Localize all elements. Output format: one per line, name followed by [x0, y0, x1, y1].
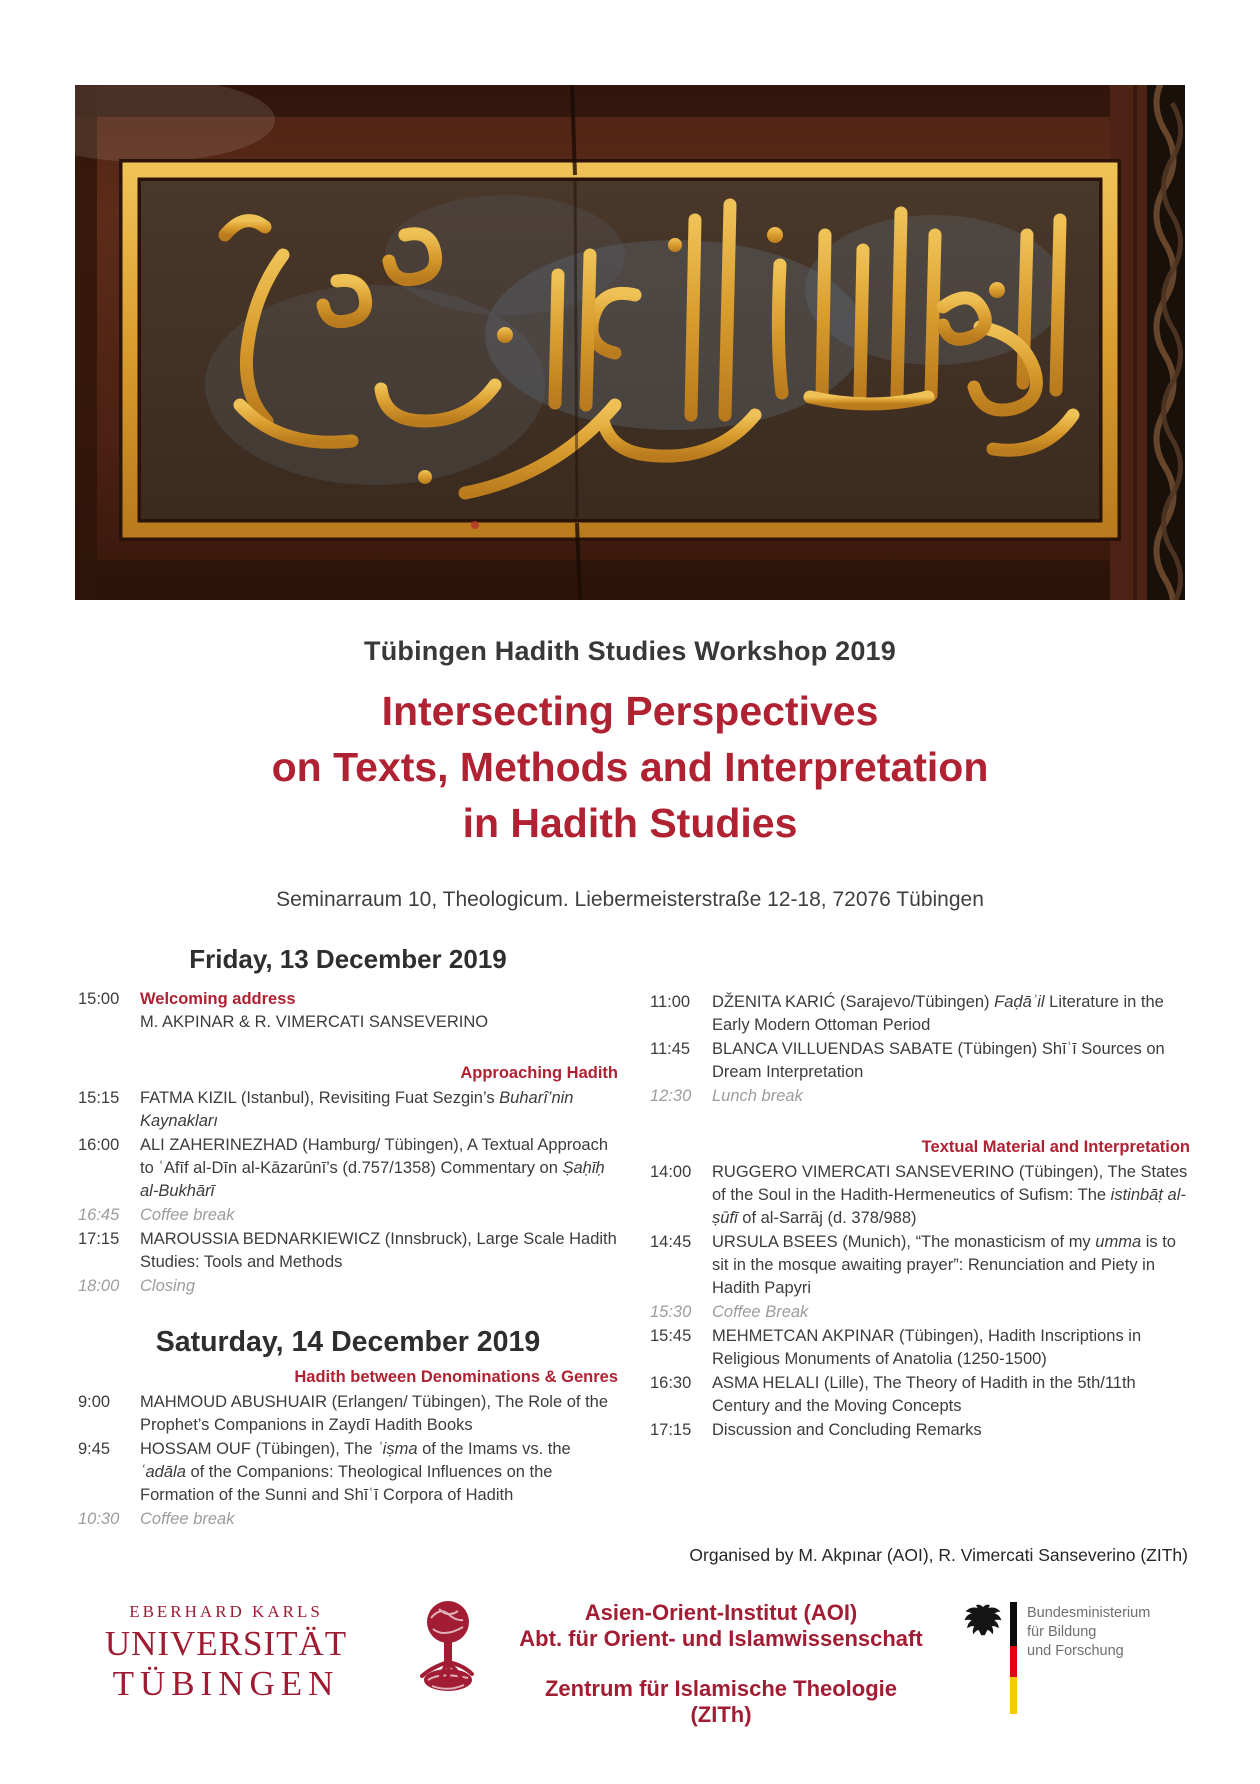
- entry-text: RUGGERO VIMERCATI SANSEVERINO (Tübingen), The States of the Soul in the Hadith-Hermeneutics of Sufism: The istinbāṭ al-ṣūfī of al-Sarrāj (d. 378/988): [712, 1163, 1188, 1227]
- university-line-3: TÜBINGEN: [112, 1664, 340, 1703]
- break-entry: [78, 1275, 618, 1298]
- footer: [80, 1598, 1190, 1728]
- venue-line: Seminarraum 10, Theologicum. Liebermeisterstraße 12-18, 72076 Tübingen: [276, 888, 984, 911]
- schedule-entry: [650, 1325, 1190, 1371]
- bmbf-label: [1027, 1602, 1150, 1661]
- aoi-tree-icon: [416, 1598, 480, 1715]
- university-line-1: EBERHARD KARLS: [129, 1602, 323, 1621]
- schedule-entry: [78, 1134, 618, 1203]
- schedule-entry: [78, 1438, 618, 1507]
- entry-time: 15:30: [650, 1303, 692, 1321]
- entry-text: ALI ZAHERINEZHAD (Hamburg/ Tübingen), A Textual Approach to ʿAfīf al-Dīn al-Kāzarūnī’s (d.757/1358) Commentary on Ṣaḥīḥ al-Bukhārī: [140, 1136, 609, 1200]
- title-line-3: in Hadith Studies: [462, 799, 798, 846]
- entry-time: 15:15: [78, 1089, 120, 1107]
- schedule-entry: [650, 1161, 1190, 1230]
- schedule-entry: [650, 1419, 1190, 1442]
- entry-text: Coffee break: [140, 1206, 235, 1224]
- schedule-entry: [78, 1228, 618, 1274]
- schedule-entry: [78, 1391, 618, 1437]
- aoi-line-2: Abt. für Orient- und Islamwissenschaft: [519, 1626, 923, 1651]
- entry-text: Coffee break: [140, 1510, 235, 1528]
- schedule: [78, 940, 1190, 1532]
- schedule-column-right: [650, 940, 1190, 1532]
- break-entry: [650, 1085, 1190, 1108]
- schedule-entry: [78, 988, 618, 1034]
- bmbf-line-1: Bundesministerium: [1027, 1605, 1151, 1621]
- calligraphy-panel-illustration: [75, 85, 1185, 600]
- entry-time: 17:15: [78, 1230, 120, 1248]
- university-line-2: UNIVERSITÄT: [104, 1624, 348, 1663]
- entry-text: URSULA BSEES (Munich), “The monasticism of my umma is to sit in the mosque awaiting prayer”: Renunciation and Piety in Hadith Papyri: [712, 1233, 1176, 1297]
- entry-text: HOSSAM OUF (Tübingen), The ʿiṣma of the Imams vs. the ʿadāla of the Companions: Theological Influences on the Formation of the Sunni and Shīʿī Corpora of Hadith: [140, 1440, 571, 1504]
- aoi-zith-block: [480, 1598, 962, 1728]
- entry-time: 18:00: [78, 1277, 120, 1295]
- entry-time: 15:00: [78, 990, 120, 1008]
- poster-title: [0, 684, 1260, 851]
- bmbf-line-2: für Bildung: [1027, 1624, 1097, 1640]
- entry-time: 17:15: [650, 1421, 692, 1439]
- entry-text: BLANCA VILLUENDAS SABATE (Tübingen) Shīʿī Sources on Dream Interpretation: [712, 1040, 1165, 1081]
- day-header: Friday, 13 December 2019: [189, 944, 507, 974]
- break-entry: [78, 1204, 618, 1227]
- schedule-entry: [78, 1087, 618, 1133]
- entry-text: Coffee Break: [712, 1303, 809, 1321]
- session-heading: Textual Material and Interpretation: [921, 1138, 1190, 1156]
- university-tuebingen-logo: [80, 1598, 372, 1704]
- entry-text: Discussion and Concluding Remarks: [712, 1421, 982, 1439]
- entry-time: 10:30: [78, 1510, 120, 1528]
- schedule-entry: [650, 1231, 1190, 1300]
- zith-line-1: Zentrum für Islamische Theologie: [544, 1676, 898, 1701]
- workshop-label: Tübingen Hadith Studies Workshop 2019: [364, 636, 896, 666]
- bmbf-logo: [962, 1598, 1190, 1714]
- schedule-entry: [650, 991, 1190, 1037]
- federal-eagle-icon: [962, 1602, 1004, 1642]
- organised-by: Organised by M. Akpınar (AOI), R. Vimercati Sanseverino (ZITh): [689, 1545, 1188, 1565]
- entry-text: ASMA HELALI (Lille), The Theory of Hadith in the 5th/11th Century and the Moving Concepts: [712, 1374, 1136, 1415]
- entry-time: 11:00: [650, 993, 691, 1011]
- break-entry: [650, 1301, 1190, 1324]
- entry-time: 11:45: [650, 1040, 691, 1058]
- entry-text: Welcoming address M. AKPINAR & R. VIMERCATI SANSEVERINO: [140, 990, 489, 1031]
- entry-time: 15:45: [650, 1327, 692, 1345]
- session-heading: Approaching Hadith: [460, 1064, 618, 1082]
- entry-text: Lunch break: [712, 1087, 803, 1105]
- entry-text: MAROUSSIA BEDNARKIEWICZ (Innsbruck), Large Scale Hadith Studies: Tools and Methods: [140, 1230, 617, 1271]
- entry-time: 16:30: [650, 1374, 692, 1392]
- schedule-entry: [650, 1038, 1190, 1084]
- bmbf-line-3: und Forschung: [1027, 1643, 1124, 1659]
- title-line-2: on Texts, Methods and Interpretation: [271, 743, 989, 790]
- entry-time: 14:45: [650, 1233, 692, 1251]
- schedule-entry: [650, 1372, 1190, 1418]
- aoi-line-1: Asien-Orient-Institut (AOI): [584, 1600, 858, 1625]
- entry-time: 16:45: [78, 1206, 120, 1224]
- break-entry: [78, 1508, 618, 1531]
- entry-time: 9:00: [78, 1393, 111, 1411]
- hero-calligraphy-photo: [75, 85, 1185, 600]
- session-heading: Hadith between Denominations & Genres: [294, 1368, 618, 1386]
- entry-text: MAHMOUD ABUSHUAIR (Erlangen/ Tübingen), The Role of the Prophet’s Companions in Zaydī Hadith Books: [140, 1393, 609, 1434]
- entry-text: MEHMETCAN AKPINAR (Tübingen), Hadith Inscriptions in Religious Monuments of Anatolia (1250-1500): [712, 1327, 1142, 1368]
- zith-line-2: (ZITh): [690, 1702, 752, 1727]
- entry-text: FATMA KIZIL (Istanbul), Revisiting Fuat Sezgin’s Buharî’nin Kaynakları: [140, 1089, 574, 1130]
- entry-time: 12:30: [650, 1087, 692, 1105]
- day-header: Saturday, 14 December 2019: [155, 1326, 541, 1358]
- entry-time: 9:45: [78, 1440, 111, 1458]
- title-line-1: Intersecting Perspectives: [381, 688, 879, 734]
- entry-text: Closing: [140, 1277, 196, 1295]
- entry-time: 14:00: [650, 1163, 692, 1181]
- bmbf-flag-bar: [1010, 1602, 1017, 1714]
- schedule-column-left: [78, 940, 618, 1532]
- entry-text: DŽENITA KARIĆ (Sarajevo/Tübingen) Faḍāʾil Literature in the Early Modern Ottoman Period: [712, 993, 1164, 1034]
- entry-time: 16:00: [78, 1136, 120, 1154]
